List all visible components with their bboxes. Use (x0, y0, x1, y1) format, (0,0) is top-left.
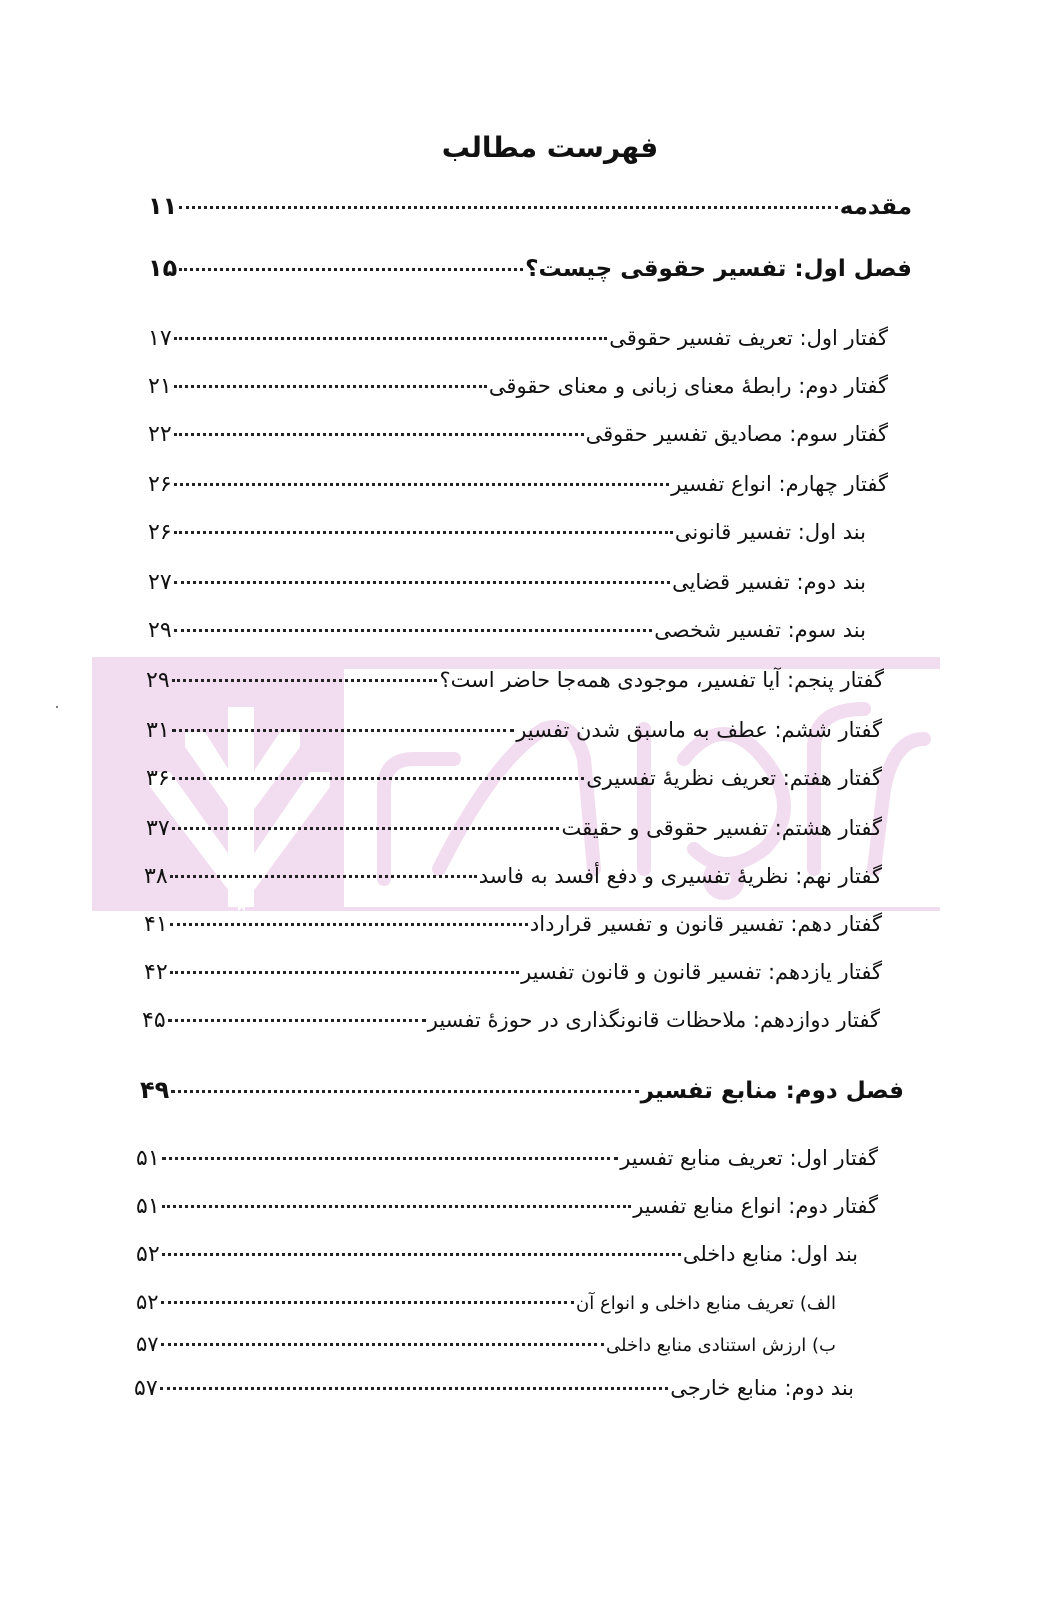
dot-leader (179, 206, 837, 209)
dot-leader (170, 923, 528, 926)
toc-entry-page-number: ۲۱ (148, 374, 172, 399)
toc-entry-label: ب) ارزش استنادی منابع داخلی (605, 1335, 836, 1356)
toc-entry-clause[interactable] (148, 618, 866, 643)
dot-leader (174, 581, 670, 584)
toc-entry-label: مقدمه (839, 194, 912, 220)
dot-leader (172, 777, 585, 780)
dot-leader (171, 1090, 638, 1093)
dot-leader (174, 385, 487, 388)
toc-entry-section[interactable] (142, 1008, 880, 1033)
toc-entry-section[interactable] (146, 718, 882, 743)
toc-entry-label: گفتار هشتم: تفسیر حقوقی و حقیقت (561, 816, 882, 840)
toc-entry-label: فصل دوم: منابع تفسیر (640, 1078, 904, 1104)
toc-entry-section[interactable] (146, 816, 882, 841)
dot-leader (174, 433, 584, 436)
toc-entry-section[interactable] (144, 864, 882, 889)
toc-entry-section[interactable] (148, 374, 888, 399)
dot-leader (174, 531, 673, 534)
dot-leader (172, 679, 438, 682)
dot-leader (170, 971, 519, 974)
toc-entry-page-number: ۵۲ (136, 1290, 159, 1314)
toc-entry-label: گفتار دوازدهم: ملاحظات قانونگذاری در حوزهٔ تفسیر (427, 1008, 880, 1032)
toc-entry-section[interactable] (146, 766, 882, 791)
toc-entry-page-number: ۲۹ (146, 668, 170, 693)
toc-entry-page-number: ۴۵ (142, 1008, 166, 1033)
toc-entry-introduction[interactable] (148, 192, 912, 220)
toc-entry-chapter[interactable] (148, 254, 912, 282)
toc-entry-clause[interactable] (134, 1376, 854, 1401)
toc-entry-page-number: ۱۷ (148, 326, 172, 351)
toc-entry-label: بند اول: منابع داخلی (682, 1242, 858, 1266)
toc-entry-section[interactable] (144, 912, 882, 937)
dot-leader (172, 729, 515, 732)
dot-leader (174, 483, 670, 486)
toc-entry-label: گفتار اول: تعریف تفسیر حقوقی (609, 326, 888, 350)
toc-entry-page-number: ۵۷ (134, 1376, 158, 1401)
toc-entry-label: گفتار نهم: نظریهٔ تفسیری و دفع أفسد به فاسد (478, 864, 882, 888)
toc-entry-label: گفتار دوم: رابطهٔ معنای زبانی و معنای حقوقی (488, 374, 888, 398)
toc-entry-page-number: ۴۹ (140, 1076, 170, 1104)
toc-entry-page-number: ۳۱ (146, 718, 170, 743)
dot-leader (174, 629, 653, 632)
toc-entry-label: بند دوم: منابع خارجی (670, 1376, 854, 1400)
toc-entry-section[interactable] (148, 472, 888, 497)
toc-entry-page-number: ۳۸ (144, 864, 168, 889)
toc-entry-label: گفتار دوم: انواع منابع تفسیر (633, 1194, 878, 1218)
toc-entry-page-number: ۵۱ (136, 1146, 160, 1171)
toc-entry-page-number: ۲۶ (148, 472, 172, 497)
toc-entry-label: گفتار یازدهم: تفسیر قانون و قانون تفسیر (521, 960, 882, 984)
toc-entry-clause[interactable] (136, 1242, 858, 1267)
toc-entry-chapter[interactable] (140, 1076, 904, 1104)
toc-entry-label: بند اول: تفسیر قانونی (674, 520, 866, 544)
toc-entry-section[interactable] (144, 960, 882, 985)
toc-entry-label: گفتار هفتم: تعریف نظریهٔ تفسیری (586, 766, 882, 790)
toc-entry-section[interactable] (146, 668, 884, 693)
toc-entry-page-number: ۴۲ (144, 960, 168, 985)
toc-entry-page-number: ۳۶ (146, 766, 170, 791)
dot-leader (172, 827, 560, 830)
toc-entry-page-number: ۳۷ (146, 816, 170, 841)
dot-leader (170, 875, 477, 878)
toc-entry-label: الف) تعریف منابع داخلی و انواع آن (576, 1293, 836, 1314)
toc-entry-section[interactable] (136, 1146, 878, 1171)
dot-leader (160, 1387, 669, 1390)
dot-leader (174, 337, 608, 340)
toc-entry-label: گفتار سوم: مصادیق تفسیر حقوقی (585, 422, 888, 446)
toc-entry-page-number: ۲۷ (148, 570, 172, 595)
toc-entry-label: گفتار پنجم: آیا تفسیر، موجودی همه‌جا حاضر است؟ (439, 668, 884, 692)
toc-entry-clause[interactable] (148, 520, 866, 545)
toc-entry-page-number: ۵۲ (136, 1242, 160, 1267)
dot-leader (161, 1343, 604, 1346)
toc-entry-page-number: ۲۹ (148, 618, 172, 643)
dot-leader (161, 1301, 574, 1304)
dot-leader (162, 1253, 681, 1256)
toc-entry-section[interactable] (136, 1194, 878, 1219)
toc-entry-label: گفتار دهم: تفسیر قانون و تفسیر قرارداد (529, 912, 882, 936)
dot-leader (168, 1019, 426, 1022)
toc-entry-page-number: ۴۱ (144, 912, 168, 937)
toc-entry-clause[interactable] (148, 570, 866, 595)
toc-entry-page-number: ۵۷ (136, 1332, 159, 1356)
toc-entry-label: بند سوم: تفسیر شخصی (654, 618, 866, 642)
toc-entry-subitem[interactable] (136, 1290, 836, 1314)
toc-entry-section[interactable] (148, 422, 888, 447)
toc-entry-subitem[interactable] (136, 1332, 836, 1356)
page-title: فهرست مطالب (441, 130, 659, 164)
toc-entry-label: گفتار چهارم: انواع تفسیر (671, 472, 888, 496)
dot-leader (162, 1157, 619, 1160)
toc-entry-page-number: ۲۲ (148, 422, 172, 447)
toc-entry-label: گفتار ششم: عطف به ماسبق شدن تفسیر (516, 718, 882, 742)
dot-leader (162, 1205, 632, 1208)
toc-entry-page-number: ۱۱ (148, 192, 178, 220)
toc-entry-page-number: ۲۶ (148, 520, 172, 545)
toc-entry-label: بند دوم: تفسیر قضایی (672, 570, 866, 594)
toc-entry-label: فصل اول: تفسیر حقوقی چیست؟ (525, 256, 912, 282)
toc-entry-page-number: ۱۵ (148, 254, 178, 282)
toc-entry-section[interactable] (148, 326, 888, 351)
toc-entry-page-number: ۵۱ (136, 1194, 160, 1219)
dot-leader (179, 268, 523, 271)
toc-entry-label: گفتار اول: تعریف منابع تفسیر (620, 1146, 878, 1170)
